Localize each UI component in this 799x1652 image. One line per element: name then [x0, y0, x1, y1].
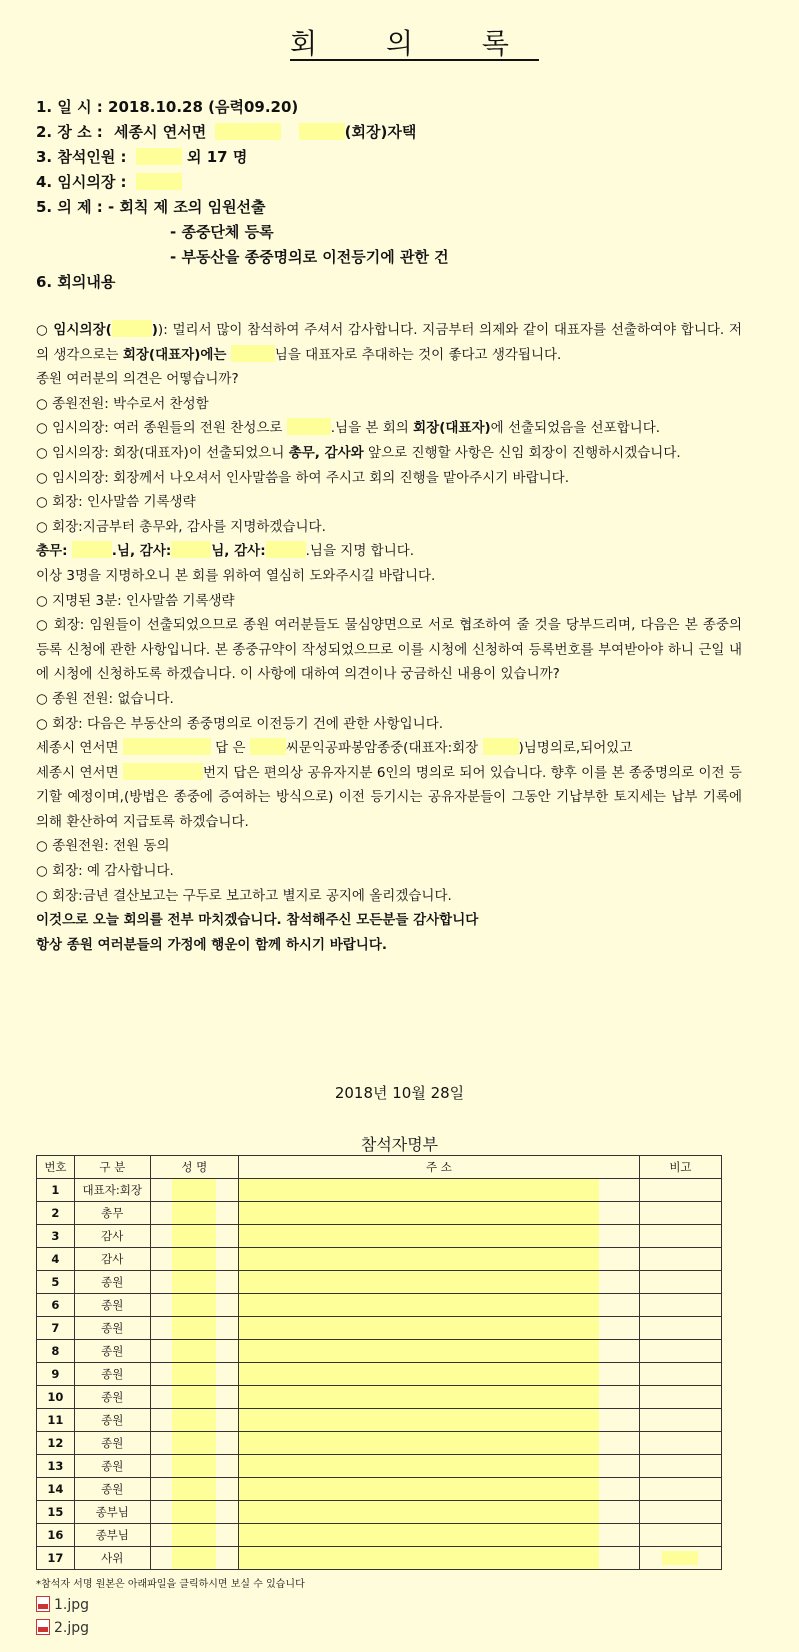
table-header-row — [37, 1156, 722, 1179]
redaction — [239, 1317, 599, 1339]
row-name — [150, 1501, 238, 1524]
paragraph: ○ 회장: 다음은 부동산의 종중명의로 이전등기 건에 관한 사항입니다. — [36, 715, 444, 732]
paragraph: ○ 임시의장( )): 멀리서 많이 참석하여 주셔서 감사합니다. 지금부터 의제와 같이 대표자를 선출하여야 합니다. 저의 생각으로는 회장(대표자)에는 님을 대표자로 추대하는 것이 좋다고 생각됩니다. — [36, 322, 742, 363]
row-type: 종원 — [74, 1317, 150, 1340]
image-file-icon — [36, 1619, 50, 1635]
table-row — [37, 1248, 722, 1271]
row-type: 대표자:회장 — [74, 1179, 150, 1202]
redaction — [299, 123, 345, 140]
redaction — [266, 541, 306, 558]
row-name — [150, 1317, 238, 1340]
row-address — [239, 1340, 640, 1363]
redaction — [239, 1271, 599, 1293]
table-row — [37, 1547, 722, 1570]
row-type: 종원 — [74, 1409, 150, 1432]
table-row — [37, 1524, 722, 1547]
redaction — [172, 1386, 216, 1408]
paragraph: ○ 종원전원: 전원 동의 — [36, 838, 170, 855]
meeting-info — [36, 95, 449, 295]
row-remark — [639, 1478, 721, 1501]
row-number: 13 — [37, 1455, 75, 1478]
redaction — [239, 1179, 599, 1201]
row-remark — [639, 1225, 721, 1248]
row-name — [150, 1478, 238, 1501]
redaction — [172, 1478, 216, 1500]
paragraph: 종원 여러분의 의견은 어떻습니까? — [36, 371, 239, 388]
paragraph: 이상 3명을 지명하오니 본 회를 위하여 열심히 도와주시길 바랍니다. — [36, 567, 436, 584]
redaction — [172, 1455, 216, 1477]
row-number: 6 — [37, 1294, 75, 1317]
paragraph: ○ 임시의장: 회장께서 나오셔서 인사말씀을 하여 주시고 회의 진행을 맡아주시기 바랍니다. — [36, 469, 570, 486]
row-type: 종원 — [74, 1340, 150, 1363]
row-address — [239, 1225, 640, 1248]
row-type: 종원 — [74, 1478, 150, 1501]
row-remark — [639, 1202, 721, 1225]
row-remark — [639, 1179, 721, 1202]
redaction — [239, 1202, 599, 1224]
redaction — [172, 1501, 216, 1523]
closing-line: 항상 종원 여러분들의 가정에 행운이 함께 하시기 바랍니다. — [36, 936, 388, 953]
row-address — [239, 1478, 640, 1501]
row-address — [239, 1363, 640, 1386]
row-address — [239, 1547, 640, 1570]
redaction — [172, 1409, 216, 1431]
row-name — [150, 1248, 238, 1271]
table-row — [37, 1501, 722, 1524]
redaction — [239, 1225, 599, 1247]
redaction — [250, 738, 286, 755]
image-file-icon — [36, 1596, 50, 1612]
row-name — [150, 1455, 238, 1478]
redaction — [239, 1501, 599, 1523]
row-type: 총무 — [74, 1202, 150, 1225]
redaction — [123, 763, 203, 780]
table-row — [37, 1179, 722, 1202]
table-row — [37, 1409, 722, 1432]
row-name — [150, 1179, 238, 1202]
redaction — [172, 1363, 216, 1385]
row-remark — [639, 1248, 721, 1271]
table-title: 참석자명부 — [360, 1135, 439, 1154]
row-remark — [639, 1409, 721, 1432]
row-remark — [639, 1271, 721, 1294]
row-number: 17 — [37, 1547, 75, 1570]
col-header: 성 명 — [150, 1156, 238, 1179]
paragraph: ○ 종원전원: 박수로서 찬성함 — [36, 395, 209, 412]
row-name — [150, 1409, 238, 1432]
row-number: 9 — [37, 1363, 75, 1386]
row-type: 감사 — [74, 1225, 150, 1248]
attendee-table — [36, 1155, 722, 1570]
row-address — [239, 1271, 640, 1294]
row-type: 사위 — [74, 1547, 150, 1570]
table-row — [37, 1317, 722, 1340]
document-date: 2018년 10월 28일 — [334, 1084, 465, 1102]
row-remark — [639, 1363, 721, 1386]
redaction — [239, 1455, 599, 1477]
row-name — [150, 1294, 238, 1317]
row-type: 종원 — [74, 1271, 150, 1294]
redaction — [172, 1547, 216, 1569]
row-number: 5 — [37, 1271, 75, 1294]
redaction — [136, 148, 182, 165]
row-remark — [639, 1455, 721, 1478]
redaction — [171, 541, 211, 558]
row-address — [239, 1432, 640, 1455]
redaction — [662, 1551, 698, 1565]
paragraph: ○ 회장: 예 감사합니다. — [36, 863, 174, 880]
paragraph: ○ 회장: 인사말씀 기록생략 — [36, 494, 196, 511]
redaction — [112, 320, 152, 337]
page-title: 회 의 록 — [290, 27, 539, 60]
row-number: 16 — [37, 1524, 75, 1547]
redaction — [172, 1179, 216, 1201]
row-name — [150, 1363, 238, 1386]
row-number: 12 — [37, 1432, 75, 1455]
col-header: 주 소 — [239, 1156, 640, 1179]
info-attendees: 3. 참석인원 : 외 17 명 — [36, 148, 248, 166]
info-place: 2. 장 소 : 세종시 연서면 (회장)자택 — [36, 123, 417, 141]
row-remark — [639, 1340, 721, 1363]
redaction — [239, 1478, 599, 1500]
redaction — [172, 1271, 216, 1293]
row-address — [239, 1386, 640, 1409]
paragraph: 세종시 연서면 번지 답은 편의상 공유자지분 6인의 명의로 되어 있습니다. 향후 이를 본 종중명의로 이전 등기할 예정이며,(방법은 종중에 증여하는 방식으로) 이전 등기시는 공유자분들이 그동안 기납부한 토지세는 납부 기록에 의해 환산하여 지급토록 하겠습니다. — [36, 764, 742, 830]
info-agenda-2: - 종중단체 등록 — [170, 223, 274, 241]
paragraph: ○ 종원 전원: 없습니다. — [36, 690, 174, 707]
redaction — [239, 1363, 599, 1385]
redaction — [239, 1409, 599, 1431]
row-name — [150, 1271, 238, 1294]
table-row — [37, 1294, 722, 1317]
attachment-link[interactable]: 1.jpg — [36, 1596, 89, 1613]
col-header: 비고 — [639, 1156, 721, 1179]
redaction — [123, 738, 211, 755]
redaction — [239, 1547, 599, 1569]
table-row — [37, 1455, 722, 1478]
table-row — [37, 1225, 722, 1248]
redaction — [239, 1432, 599, 1454]
redaction — [172, 1202, 216, 1224]
redaction — [172, 1340, 216, 1362]
col-header: 번호 — [37, 1156, 75, 1179]
redaction — [231, 345, 275, 362]
row-name — [150, 1202, 238, 1225]
redaction — [239, 1524, 599, 1546]
redaction — [172, 1294, 216, 1316]
info-agenda: 5. 의 제 : - 회칙 제 조의 임원선출 — [36, 198, 266, 216]
paragraph: ○ 회장: 임원들이 선출되었으므로 종원 여러분들도 물심양면으로 서로 협조하여 줄 것을 당부드리며, 다음은 본 종중의 등록 신청에 관한 사항입니다. 본 종중규약이 작성되었으므로 이를 시청에 신청하여 등록번호를 부여받아야 하니 근일 내에 시청에 신청하도록 하겠습니다. 이 사항에 대하여 의견이나 궁금하신 내용이 있습니까? — [36, 617, 742, 683]
row-name — [150, 1340, 238, 1363]
redaction — [136, 173, 182, 190]
row-address — [239, 1248, 640, 1271]
row-type: 종부님 — [74, 1524, 150, 1547]
row-remark — [639, 1547, 721, 1570]
info-date: 1. 일 시 : 2018.10.28 (음력09.20) — [36, 98, 299, 116]
paragraph: ○ 임시의장: 회장(대표자)이 선출되었으니 총무, 감사와 앞으로 진행할 사항은 신임 회장이 진행하시겠습니다. — [36, 444, 681, 461]
row-name — [150, 1225, 238, 1248]
redaction — [172, 1248, 216, 1270]
col-header: 구 분 — [74, 1156, 150, 1179]
row-name — [150, 1386, 238, 1409]
redaction — [239, 1386, 599, 1408]
row-name — [150, 1524, 238, 1547]
row-type: 종원 — [74, 1455, 150, 1478]
paragraph: ○ 회장:금년 결산보고는 구두로 보고하고 별지로 공지에 올리겠습니다. — [36, 887, 452, 904]
table-body — [37, 1179, 722, 1570]
row-address — [239, 1202, 640, 1225]
redaction — [72, 541, 112, 558]
row-number: 1 — [37, 1179, 75, 1202]
row-remark — [639, 1432, 721, 1455]
minutes-body — [36, 318, 742, 957]
row-remark — [639, 1386, 721, 1409]
row-number: 8 — [37, 1340, 75, 1363]
redaction — [172, 1317, 216, 1339]
redaction — [172, 1432, 216, 1454]
row-type: 종원 — [74, 1386, 150, 1409]
info-agenda-3: - 부동산을 종중명의로 이전등기에 관한 건 — [170, 248, 449, 266]
row-number: 10 — [37, 1386, 75, 1409]
table-row — [37, 1202, 722, 1225]
row-address — [239, 1294, 640, 1317]
row-address — [239, 1317, 640, 1340]
redaction — [215, 123, 281, 140]
redaction — [239, 1294, 599, 1316]
row-number: 3 — [37, 1225, 75, 1248]
paragraph: ○ 회장:지금부터 총무와, 감사를 지명하겠습니다. — [36, 518, 326, 535]
table-row — [37, 1386, 722, 1409]
row-type: 감사 — [74, 1248, 150, 1271]
table-row — [37, 1340, 722, 1363]
paragraph: 세종시 연서면 답 은 씨문익공파봉암종중(대표자:회장 )님명의로,되어있고 — [36, 740, 633, 757]
row-number: 15 — [37, 1501, 75, 1524]
table-row — [37, 1432, 722, 1455]
row-number: 2 — [37, 1202, 75, 1225]
row-number: 11 — [37, 1409, 75, 1432]
table-row — [37, 1271, 722, 1294]
paragraph: ○ 지명된 3분: 인사말씀 기록생략 — [36, 592, 235, 609]
row-remark — [639, 1501, 721, 1524]
paragraph: 총무: .님, 감사: 님, 감사: .님을 지명 합니다. — [36, 543, 415, 560]
info-content-heading: 6. 회의내용 — [36, 273, 116, 291]
row-address — [239, 1455, 640, 1478]
row-address — [239, 1524, 640, 1547]
redaction — [239, 1248, 599, 1270]
row-number: 7 — [37, 1317, 75, 1340]
table-row — [37, 1478, 722, 1501]
row-address — [239, 1179, 640, 1202]
redaction — [483, 738, 519, 755]
row-remark — [639, 1524, 721, 1547]
row-name — [150, 1547, 238, 1570]
redaction — [239, 1340, 599, 1362]
row-address — [239, 1409, 640, 1432]
redaction — [287, 418, 331, 435]
redaction — [172, 1524, 216, 1546]
row-number: 4 — [37, 1248, 75, 1271]
row-address — [239, 1501, 640, 1524]
closing-line: 이것으로 오늘 회의를 전부 마치겠습니다. 참석해주신 모든분들 감사합니다 — [36, 912, 479, 929]
row-remark — [639, 1317, 721, 1340]
paragraph: ○ 임시의장: 여러 종원들의 전원 찬성으로 .님을 본 회의 회장(대표자)에 선출되었음을 선포합니다. — [36, 420, 661, 437]
row-type: 종원 — [74, 1432, 150, 1455]
row-type: 종원 — [74, 1363, 150, 1386]
row-name — [150, 1432, 238, 1455]
row-number: 14 — [37, 1478, 75, 1501]
row-remark — [639, 1294, 721, 1317]
row-type: 종부님 — [74, 1501, 150, 1524]
row-type: 종원 — [74, 1294, 150, 1317]
info-temp-chair: 4. 임시의장 : — [36, 170, 449, 195]
redaction — [172, 1225, 216, 1247]
attachment-link[interactable]: 2.jpg — [36, 1619, 89, 1636]
table-row — [37, 1363, 722, 1386]
attachment-note: *참석자 서명 원본은 아래파일을 클릭하시면 보실 수 있습니다 — [36, 1579, 305, 1590]
